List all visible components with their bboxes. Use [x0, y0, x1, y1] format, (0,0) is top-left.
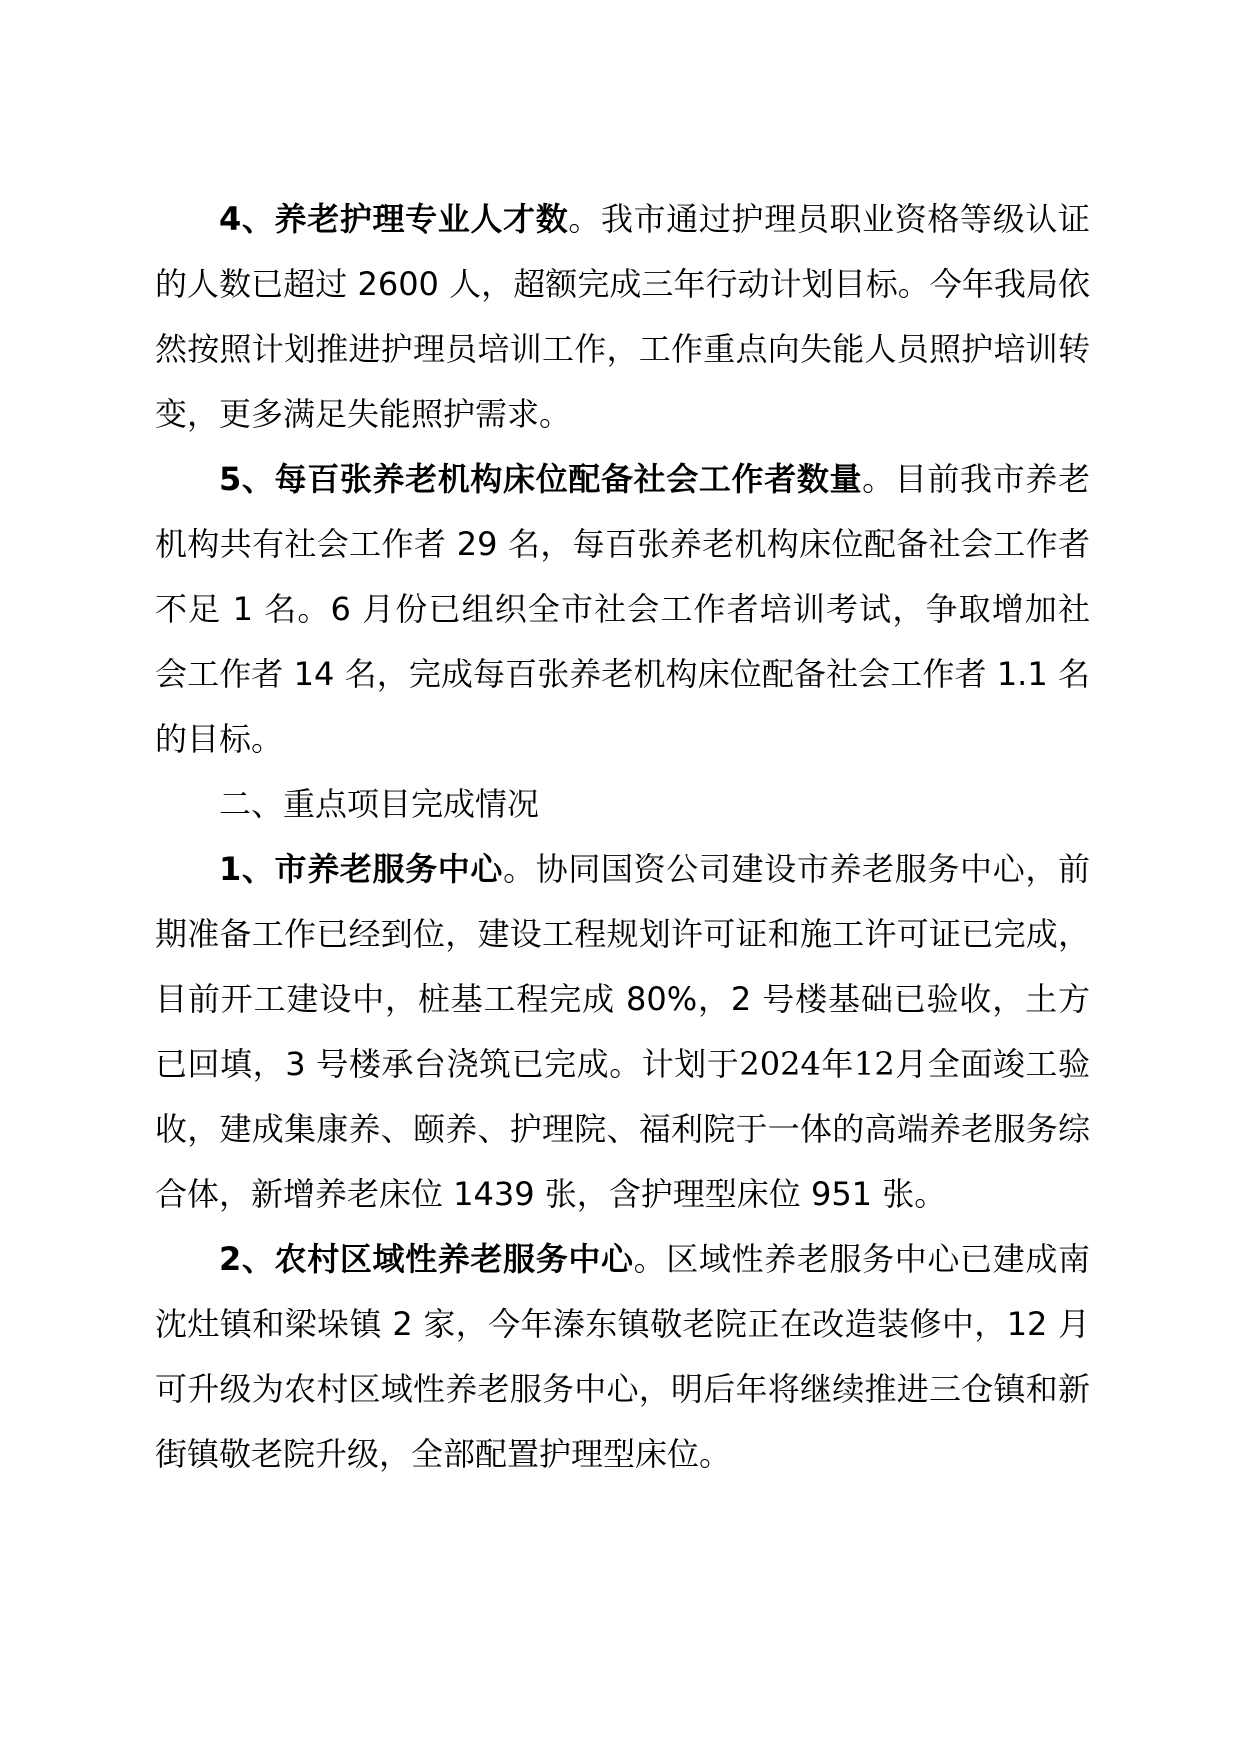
paragraph-city-elderly-center	[155, 837, 1090, 1227]
paragraph-heading: 4、养老护理专业人才数	[219, 200, 569, 238]
paragraph-text: 。我市通过护理员职业资格等级认证的人数已超过 2600 人，超额完成三年行动计划目标。今年我局依然按照计划推进护理员培训工作，工作重点向失能人员照护培训转变，更多满足失能照护需求。	[155, 200, 1090, 433]
section-heading-text: 二、重点项目完成情况	[219, 785, 540, 823]
paragraph-text: 。目前我市养老机构共有社会工作者 29 名，每百张养老机构床位配备社会工作者不足 1 名。6 月份已组织全市社会工作者培训考试，争取增加社会工作者 14 名，完成每百张养老机构床位配备社会工作者 1.1 名的目标。	[155, 460, 1090, 758]
paragraph-text: 年	[820, 1045, 854, 1083]
paragraph-text: 月全面竣工验收，建成集康养、颐养、护理院、福利院于一体的高端养老服务综合体，新增养老床位 1439 张，含护理型床位 951 张。	[155, 1045, 1090, 1213]
year-number: 2024	[739, 1045, 821, 1083]
section-heading	[155, 772, 1090, 837]
document-body	[155, 187, 1090, 1487]
paragraph-text: 。区域性养老服务中心已建成南沈灶镇和梁垛镇 2 家，今年溱东镇敬老院正在改造装修中，12 月可升级为农村区域性养老服务中心，明后年将继续推进三仓镇和新街镇敬老院升级，全部配置护理型床位。	[155, 1240, 1090, 1473]
paragraph-text: 。协同国资公司建设市养老服务中心，前期准备工作已经到位，建设工程规划许可证和施工许可证已完成，目前开工建设中，桩基工程完成 80%，2 号楼基础已验收，土方已回填，3 号楼承台浇筑已完成。计划于	[155, 850, 1090, 1083]
paragraph-nursing-talent	[155, 187, 1090, 447]
month-number: 12	[853, 1045, 895, 1083]
paragraph-heading: 1、市养老服务中心	[219, 850, 504, 888]
paragraph-heading: 2、农村区域性养老服务中心	[219, 1240, 634, 1278]
paragraph-rural-elderly-center	[155, 1227, 1090, 1487]
paragraph-social-workers	[155, 447, 1090, 772]
paragraph-heading: 5、每百张养老机构床位配备社会工作者数量	[219, 460, 863, 498]
